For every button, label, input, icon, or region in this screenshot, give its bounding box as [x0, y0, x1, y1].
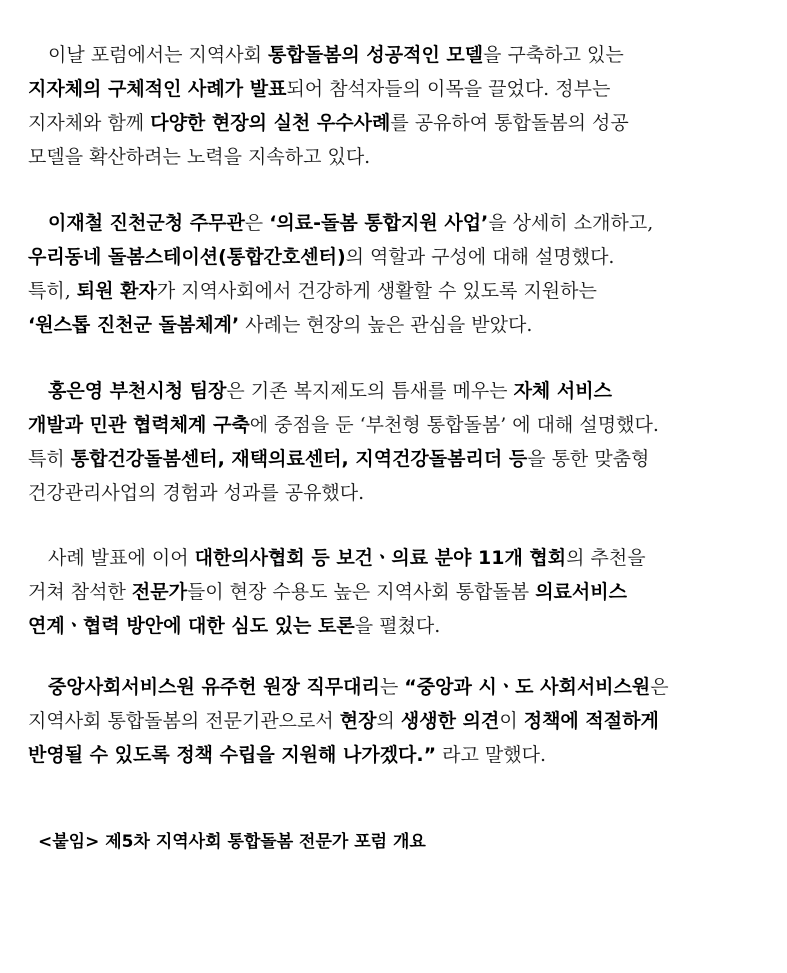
body-text: 특히,: [28, 280, 77, 302]
body-text: 의 추천을: [566, 547, 646, 569]
paragraph-line: [28, 575, 752, 609]
emphasis-text: 우리동네 돌봄스테이션(통합간호센터): [28, 246, 346, 268]
paragraph-line: [28, 670, 752, 704]
emphasis-text: 현장: [339, 710, 377, 732]
body-text: 사례는 현장의 높은 관심을 받았다.: [239, 314, 533, 336]
body-text: 을 통한 맞춤형: [527, 448, 650, 470]
emphasis-text: 의료서비스: [535, 581, 627, 603]
emphasis-text: 통합돌봄의 성공적인 모델: [268, 44, 484, 66]
body-text: 건강관리사업의 경험과 성과를 공유했다.: [28, 482, 365, 504]
body-text: 되어 참석자들의 이목을 끌었다. 정부는: [286, 78, 611, 100]
paragraph: [28, 541, 752, 643]
paragraph-line: [28, 442, 752, 476]
emphasis-text: 전문가: [131, 581, 187, 603]
paragraph-line: [28, 308, 752, 342]
paragraph: [28, 670, 752, 772]
body-text: 는: [379, 676, 405, 698]
body-text: 이: [499, 710, 524, 732]
paragraph-line: [28, 140, 752, 174]
paragraph: [28, 206, 752, 342]
emphasis-text: 통합건강돌봄센터, 재택의료센터, 지역건강돌봄리더 등: [70, 448, 528, 470]
paragraph-line: [28, 541, 752, 575]
paragraph-line: [28, 609, 752, 643]
paragraph-line: [28, 106, 752, 140]
body-text: 를 공유하여 통합돌봄의 성공: [390, 112, 629, 134]
emphasis-text: 정책에 적절하게: [523, 710, 659, 732]
emphasis-text: 중앙사회서비스원 유주헌 원장 직무대리: [48, 676, 380, 698]
paragraph-line: [28, 476, 752, 510]
emphasis-text: 개발과 민관 협력체계 구축: [28, 414, 250, 436]
body-text: 의 역할과 구성에 대해 설명했다.: [345, 246, 615, 268]
emphasis-text: 지자체의 구체적인 사례가 발표: [28, 78, 287, 100]
body-text: 특히: [28, 448, 71, 470]
body-text: 지자체와 함께: [28, 112, 151, 134]
paragraph-line: [28, 374, 752, 408]
paragraph-line: [28, 240, 752, 274]
body-text: 들이 현장 수용도 높은 지역사회 통합돌봄: [186, 581, 536, 603]
emphasis-text: 연계ㆍ협력 방안에 대한 심도 있는 토론: [28, 615, 355, 637]
body-text: 가 지역사회에서 건강하게 생활할 수 있도록 지원하는: [156, 280, 597, 302]
emphasis-text: 생생한 의견: [400, 710, 500, 732]
paragraph-line: [28, 408, 752, 442]
body-text: 에 중점을 둔 ‘부천형 통합돌봄’ 에 대해 설명했다.: [249, 414, 659, 436]
emphasis-text: 다양한 현장의 실천 우수사례: [150, 112, 391, 134]
paragraph-line: [28, 738, 752, 772]
emphasis-text: ‘의료-돌봄 통합지원 사업’: [269, 212, 489, 234]
emphasis-text: 자체 서비스: [513, 380, 612, 402]
paragraph: [28, 38, 752, 174]
body-text: 은 기존 복지제도의 틈새를 메우는: [226, 380, 514, 402]
emphasis-text: 이재철 진천군청 주무관: [48, 212, 245, 234]
body-text: 거쳐 참석한: [28, 581, 132, 603]
emphasis-text: 반영될 수 있도록 정책 수립을 지원해 나가겠다.”: [28, 744, 437, 766]
emphasis-text: 퇴원 환자: [76, 280, 157, 302]
body-text: 이날 포럼에서는 지역사회: [48, 44, 269, 66]
body-text: 은: [650, 676, 669, 698]
paragraph-line: [28, 72, 752, 106]
body-text: 을 상세히 소개하고,: [488, 212, 654, 234]
paragraph-line: [28, 704, 752, 738]
body-text: 사례 발표에 이어: [48, 547, 195, 569]
body-text: 은: [244, 212, 270, 234]
emphasis-text: “중앙과 시ㆍ도 사회서비스원: [404, 676, 651, 698]
body-text: 을 구축하고 있는: [483, 44, 624, 66]
paragraph-line: [28, 274, 752, 308]
body-text: 모델을 확산하려는 노력을 지속하고 있다.: [28, 146, 371, 168]
paragraph-line: [28, 206, 752, 240]
emphasis-text: 대한의사협회 등 보건ㆍ의료 분야 11개 협회: [194, 547, 567, 569]
body-text: 지역사회 통합돌봄의 전문기관으로서: [28, 710, 340, 732]
paragraph: [28, 374, 752, 510]
body-text: 을 펼쳤다.: [354, 615, 441, 637]
body-text: 라고 말했다.: [436, 744, 547, 766]
body-text: 의: [376, 710, 401, 732]
attachment-note: <붙임> 제5차 지역사회 통합돌봄 전문가 포럼 개요: [38, 832, 426, 852]
emphasis-text: ‘원스톱 진천군 돌봄체계’: [28, 314, 240, 336]
paragraph-line: [28, 38, 752, 72]
emphasis-text: 홍은영 부천시청 팀장: [48, 380, 227, 402]
